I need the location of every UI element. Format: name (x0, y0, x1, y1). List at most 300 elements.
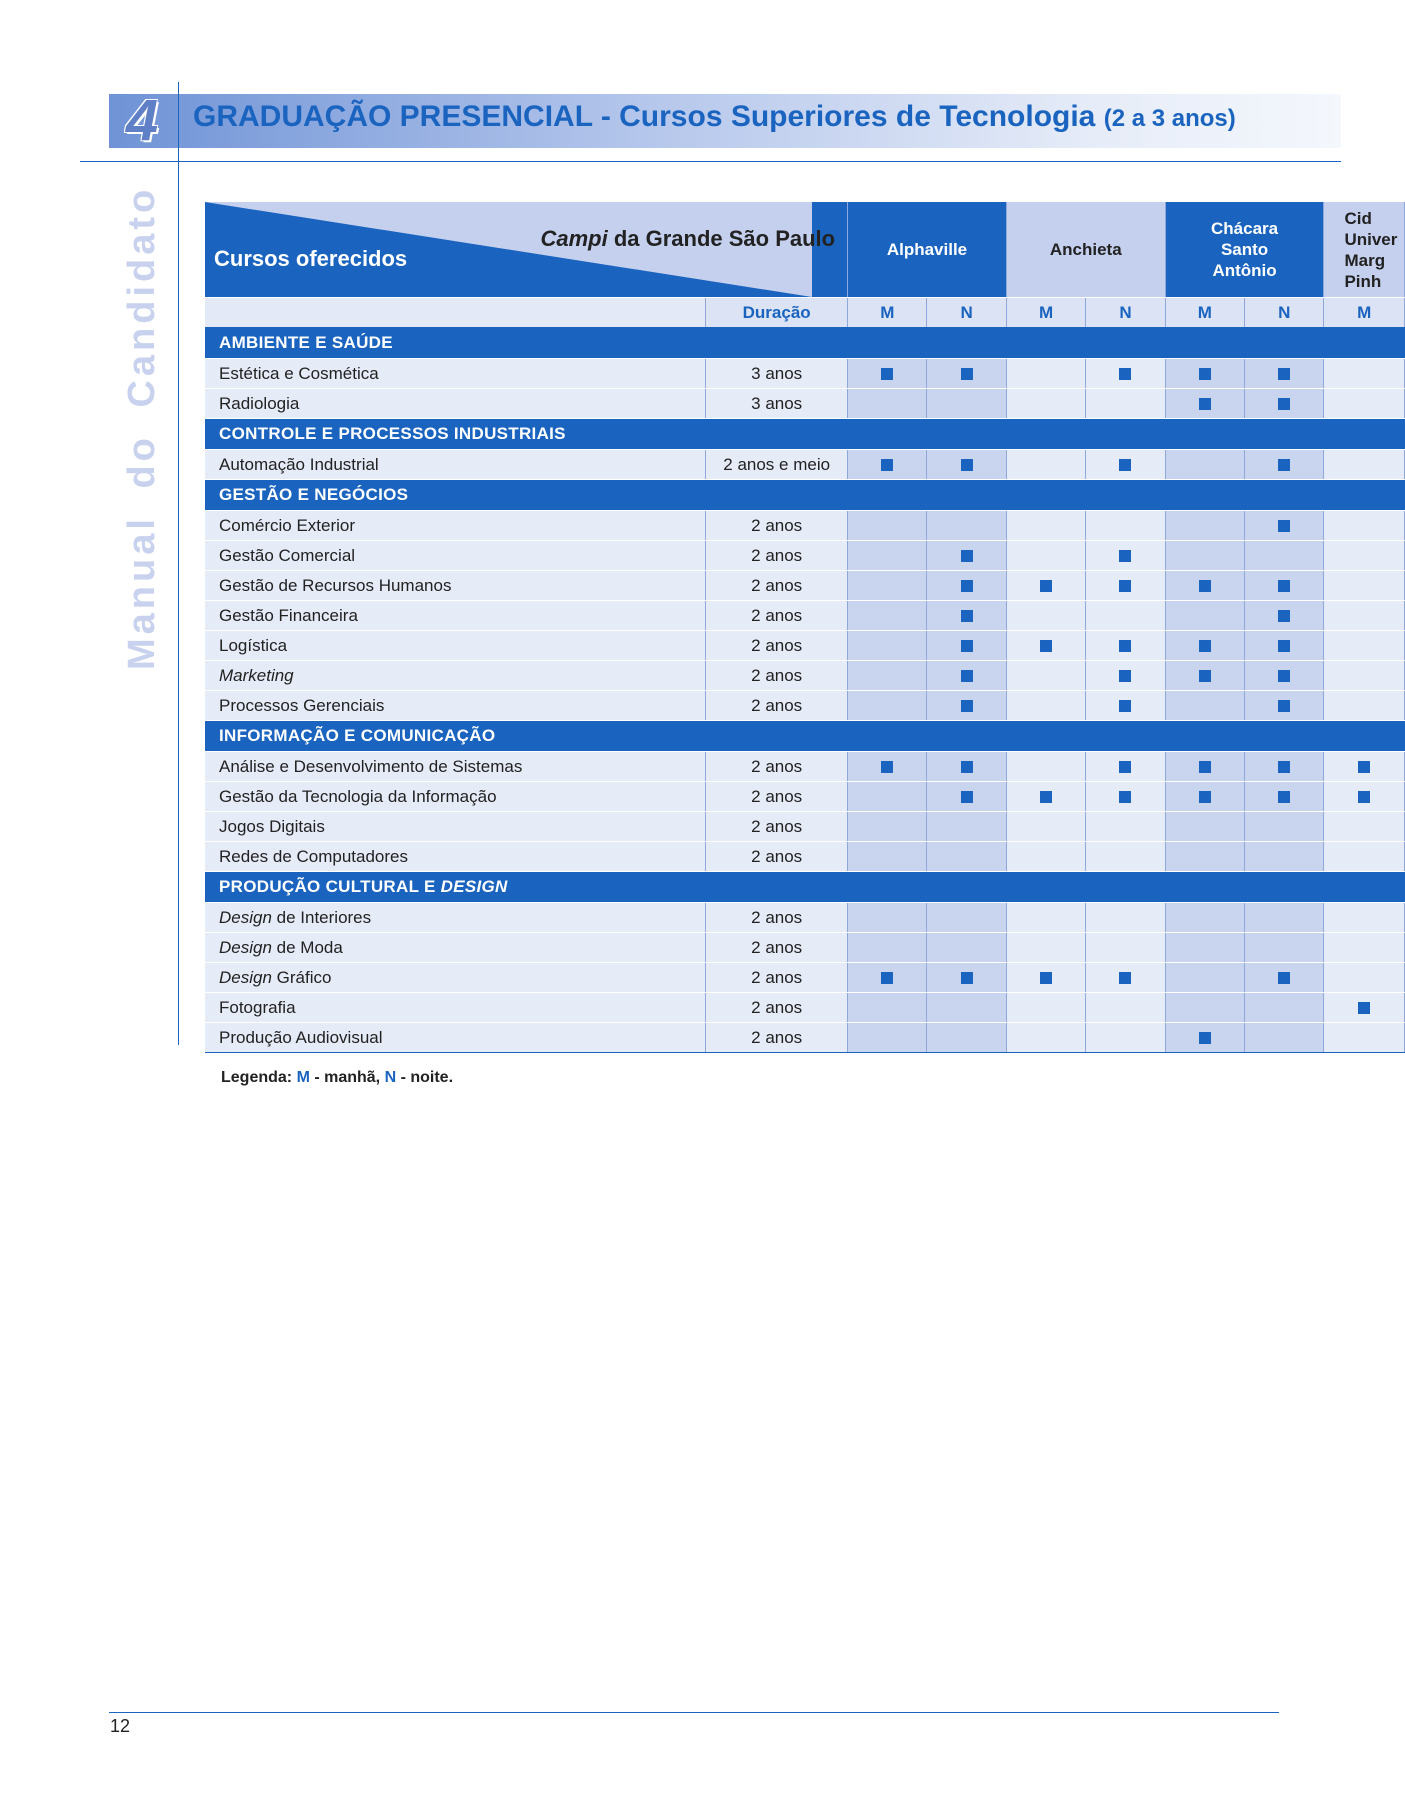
category-name: AMBIENTE E SAÚDE (219, 333, 393, 352)
table-row (205, 511, 1405, 541)
availability-cell (1086, 450, 1165, 480)
page-title-suffix: (2 a 3 anos) (1103, 105, 1236, 132)
availability-cell (1086, 993, 1165, 1023)
availability-cell (927, 661, 1006, 691)
offered-square-icon (1278, 580, 1290, 592)
campus-anchieta (1006, 202, 1165, 298)
course-name: Gestão Financeira (205, 601, 706, 631)
availability-cell (1245, 450, 1324, 480)
availability-cell (927, 963, 1006, 993)
category-row (205, 328, 1405, 359)
course-name: Análise e Desenvolvimento de Sistemas (205, 752, 706, 782)
course-duration: 2 anos (706, 812, 848, 842)
availability-cell (927, 933, 1006, 963)
availability-cell (1165, 691, 1244, 721)
course-duration: 2 anos (706, 511, 848, 541)
table-row (205, 601, 1405, 631)
offered-square-icon (1119, 670, 1131, 682)
availability-cell (1086, 631, 1165, 661)
category-name: PRODUÇÃO CULTURAL E (219, 877, 441, 896)
table-row (205, 812, 1405, 842)
course-duration: 2 anos (706, 933, 848, 963)
table-row (205, 541, 1405, 571)
availability-cell (848, 571, 927, 601)
page-title-main: GRADUAÇÃO PRESENCIAL - Cursos Superiores de Tecnologia (193, 100, 1096, 133)
availability-cell (848, 631, 927, 661)
offered-square-icon (1358, 761, 1370, 773)
table-row (205, 571, 1405, 601)
course-name: Fotografia (205, 993, 706, 1023)
category-row (205, 872, 1405, 903)
availability-cell (848, 752, 927, 782)
availability-cell (1245, 933, 1324, 963)
course-name: Gestão Comercial (205, 541, 706, 571)
availability-cell (1006, 993, 1085, 1023)
offered-square-icon (1199, 398, 1211, 410)
offered-square-icon (961, 700, 973, 712)
availability-cell (1006, 571, 1085, 601)
availability-cell (1245, 842, 1324, 872)
campus-name-line: Santo (1220, 240, 1269, 259)
availability-cell (927, 903, 1006, 933)
table-subheader-row (205, 298, 1405, 328)
course-duration: 2 anos (706, 752, 848, 782)
offered-square-icon (1119, 368, 1131, 380)
availability-cell (848, 601, 927, 631)
offered-square-icon (1119, 972, 1131, 984)
availability-cell (1086, 661, 1165, 691)
availability-cell (927, 601, 1006, 631)
legend-m-text: - manhã, (309, 1069, 385, 1086)
availability-cell (1324, 511, 1405, 541)
availability-cell (1086, 601, 1165, 631)
course-duration: 3 anos (706, 359, 848, 389)
offered-square-icon (961, 791, 973, 803)
table-row (205, 782, 1405, 812)
offered-square-icon (1199, 761, 1211, 773)
offered-square-icon (1278, 972, 1290, 984)
availability-cell (1165, 450, 1244, 480)
offered-square-icon (1199, 580, 1211, 592)
availability-cell (848, 359, 927, 389)
availability-cell (927, 842, 1006, 872)
availability-cell (1245, 903, 1324, 933)
availability-cell (1324, 691, 1405, 721)
course-name (205, 903, 706, 933)
availability-cell (1324, 541, 1405, 571)
category-row (205, 721, 1405, 752)
availability-cell (1006, 511, 1085, 541)
availability-cell (848, 1023, 927, 1053)
header-horizontal-rule (80, 161, 1341, 162)
offered-square-icon (961, 459, 973, 471)
offered-square-icon (961, 761, 973, 773)
category-row (205, 480, 1405, 511)
availability-cell (927, 993, 1006, 1023)
availability-cell (848, 691, 927, 721)
course-duration: 3 anos (706, 389, 848, 419)
table-row (205, 963, 1405, 993)
availability-cell (1165, 541, 1244, 571)
campi-label (540, 226, 835, 252)
availability-cell (1165, 359, 1244, 389)
availability-cell (848, 963, 927, 993)
table-row (205, 903, 1405, 933)
offered-square-icon (1278, 791, 1290, 803)
availability-cell (1165, 1023, 1244, 1053)
offered-square-icon (961, 670, 973, 682)
legend (221, 1069, 453, 1087)
category-label (205, 721, 1405, 752)
offered-square-icon (1040, 791, 1052, 803)
availability-cell (1006, 691, 1085, 721)
availability-cell (1245, 631, 1324, 661)
availability-cell (848, 993, 927, 1023)
availability-cell (1165, 511, 1244, 541)
availability-cell (1006, 752, 1085, 782)
table-row (205, 933, 1405, 963)
offered-square-icon (881, 972, 893, 984)
course-name: Comércio Exterior (205, 511, 706, 541)
offered-square-icon (1278, 520, 1290, 532)
availability-cell (1006, 541, 1085, 571)
side-title-text: Manual do Candidato (121, 185, 163, 670)
availability-cell (927, 359, 1006, 389)
subheader-empty-cell (205, 298, 706, 328)
offered-square-icon (881, 459, 893, 471)
availability-cell (848, 511, 927, 541)
availability-cell (1324, 571, 1405, 601)
availability-cell (1324, 993, 1405, 1023)
availability-cell (1086, 903, 1165, 933)
courses-offered-label: Cursos oferecidos (214, 246, 408, 271)
offered-square-icon (1278, 610, 1290, 622)
availability-cell (927, 571, 1006, 601)
availability-cell (1324, 450, 1405, 480)
footer-rule (109, 1712, 1279, 1713)
availability-cell (1324, 812, 1405, 842)
campus-cidade-universitaria (1324, 202, 1405, 298)
availability-cell (1086, 541, 1165, 571)
shift-header: M (1006, 298, 1085, 328)
course-name: Jogos Digitais (205, 812, 706, 842)
course-name (205, 933, 706, 963)
course-name-rest: Gráfico (271, 967, 332, 987)
offered-square-icon (1278, 640, 1290, 652)
campus-name-line: Pinh (1344, 271, 1382, 291)
availability-cell (1245, 661, 1324, 691)
offered-square-icon (961, 580, 973, 592)
course-name-italic: Design (219, 907, 272, 927)
availability-cell (1324, 601, 1405, 631)
course-duration: 2 anos (706, 903, 848, 933)
offered-square-icon (1119, 459, 1131, 471)
campus-name-line: Anchieta (1049, 240, 1122, 259)
availability-cell (927, 752, 1006, 782)
shift-header: N (1086, 298, 1165, 328)
availability-cell (927, 1023, 1006, 1053)
category-label (205, 872, 1405, 903)
course-duration: 2 anos (706, 963, 848, 993)
availability-cell (1086, 1023, 1165, 1053)
offered-square-icon (1040, 972, 1052, 984)
offered-square-icon (1358, 791, 1370, 803)
availability-cell (1165, 933, 1244, 963)
shift-header: M (1324, 298, 1405, 328)
availability-cell (848, 450, 927, 480)
table-row (205, 1023, 1405, 1053)
availability-cell (927, 511, 1006, 541)
offered-square-icon (1278, 368, 1290, 380)
availability-cell (1165, 812, 1244, 842)
availability-cell (1245, 812, 1324, 842)
availability-cell (1165, 842, 1244, 872)
course-name: Logística (205, 631, 706, 661)
availability-cell (848, 541, 927, 571)
availability-cell (927, 541, 1006, 571)
courses-table (205, 202, 1405, 1053)
availability-cell (1086, 842, 1165, 872)
availability-cell (927, 389, 1006, 419)
availability-cell (1086, 782, 1165, 812)
offered-square-icon (1278, 761, 1290, 773)
offered-square-icon (1199, 791, 1211, 803)
availability-cell (1006, 963, 1085, 993)
category-name-italic: DESIGN (440, 877, 508, 896)
availability-cell (1245, 541, 1324, 571)
category-label (205, 328, 1405, 359)
courses-table-wrapper (205, 202, 1398, 1053)
availability-cell (1086, 571, 1165, 601)
availability-cell (1086, 691, 1165, 721)
availability-cell (1324, 903, 1405, 933)
availability-cell (1245, 1023, 1324, 1053)
course-name-italic: Marketing (219, 665, 294, 685)
availability-cell (1165, 661, 1244, 691)
offered-square-icon (1278, 700, 1290, 712)
campus-name-line: Cid (1344, 208, 1372, 228)
availability-cell (927, 450, 1006, 480)
availability-cell (1165, 389, 1244, 419)
availability-cell (1086, 511, 1165, 541)
table-row (205, 661, 1405, 691)
availability-cell (927, 782, 1006, 812)
category-name: CONTROLE E PROCESSOS INDUSTRIAIS (219, 424, 566, 443)
availability-cell (927, 691, 1006, 721)
offered-square-icon (1199, 1032, 1211, 1044)
course-duration: 2 anos (706, 842, 848, 872)
course-name (205, 661, 706, 691)
offered-square-icon (1119, 700, 1131, 712)
course-name-rest: de Interiores (271, 907, 372, 927)
availability-cell (1324, 963, 1405, 993)
availability-cell (1245, 601, 1324, 631)
availability-cell (1324, 842, 1405, 872)
category-label (205, 480, 1405, 511)
availability-cell (1086, 963, 1165, 993)
availability-cell (1245, 752, 1324, 782)
availability-cell (1006, 661, 1085, 691)
availability-cell (1165, 601, 1244, 631)
page-number: 12 (110, 1716, 131, 1736)
availability-cell (1165, 782, 1244, 812)
offered-square-icon (1278, 459, 1290, 471)
course-name-italic: Design (219, 967, 272, 987)
availability-cell (1245, 782, 1324, 812)
campus-name-line: Marg (1344, 250, 1386, 270)
page-title (193, 100, 1236, 142)
availability-cell (1006, 359, 1085, 389)
table-row (205, 842, 1405, 872)
category-row (205, 419, 1405, 450)
availability-cell (1086, 752, 1165, 782)
offered-square-icon (881, 368, 893, 380)
course-name: Gestão de Recursos Humanos (205, 571, 706, 601)
offered-square-icon (961, 972, 973, 984)
course-duration: 2 anos (706, 571, 848, 601)
course-duration: 2 anos (706, 782, 848, 812)
shift-header: N (927, 298, 1006, 328)
offered-square-icon (1199, 640, 1211, 652)
offered-square-icon (1199, 368, 1211, 380)
offered-square-icon (1199, 670, 1211, 682)
offered-square-icon (1119, 791, 1131, 803)
availability-cell (848, 842, 927, 872)
course-name-italic: Design (219, 937, 272, 957)
availability-cell (1245, 359, 1324, 389)
availability-cell (1324, 389, 1405, 419)
course-name (205, 963, 706, 993)
availability-cell (1324, 933, 1405, 963)
availability-cell (1324, 782, 1405, 812)
offered-square-icon (1040, 640, 1052, 652)
course-duration: 2 anos e meio (706, 450, 848, 480)
margin-vertical-rule (178, 82, 179, 1045)
campus-name-line: Antônio (1212, 261, 1277, 280)
course-duration: 2 anos (706, 691, 848, 721)
availability-cell (848, 661, 927, 691)
campus-name-line: Chácara (1211, 219, 1279, 238)
availability-cell (1086, 389, 1165, 419)
offered-square-icon (1119, 580, 1131, 592)
offered-square-icon (961, 610, 973, 622)
course-name-rest: de Moda (271, 937, 343, 957)
availability-cell (848, 933, 927, 963)
course-name: Automação Industrial (205, 450, 706, 480)
table-corner-header (205, 202, 848, 298)
offered-square-icon (1278, 670, 1290, 682)
offered-square-icon (1119, 761, 1131, 773)
course-name: Estética e Cosmética (205, 359, 706, 389)
shift-header: M (848, 298, 927, 328)
availability-cell (1165, 993, 1244, 1023)
campus-alphaville (848, 202, 1007, 298)
availability-cell (1006, 601, 1085, 631)
availability-cell (848, 389, 927, 419)
course-duration: 2 anos (706, 1023, 848, 1053)
course-duration: 2 anos (706, 661, 848, 691)
course-name: Radiologia (205, 389, 706, 419)
campus-name-line: Univer (1344, 229, 1398, 249)
category-name: INFORMAÇÃO E COMUNICAÇÃO (219, 726, 496, 745)
availability-cell (1006, 450, 1085, 480)
table-header-row (205, 202, 1405, 298)
availability-cell (1006, 1023, 1085, 1053)
availability-cell (1006, 933, 1085, 963)
availability-cell (1324, 752, 1405, 782)
availability-cell (1165, 752, 1244, 782)
campus-name-line: Alphaville (886, 240, 968, 259)
chapter-number: 4 (125, 88, 159, 153)
category-name: GESTÃO E NEGÓCIOS (219, 485, 409, 504)
table-row (205, 450, 1405, 480)
legend-m-code: M (296, 1069, 310, 1086)
availability-cell (927, 631, 1006, 661)
legend-prefix: Legenda: (221, 1069, 297, 1086)
availability-cell (1245, 571, 1324, 601)
offered-square-icon (881, 761, 893, 773)
availability-cell (1324, 661, 1405, 691)
availability-cell (1006, 389, 1085, 419)
offered-square-icon (1119, 640, 1131, 652)
course-name: Produção Audiovisual (205, 1023, 706, 1053)
availability-cell (1165, 631, 1244, 661)
table-row (205, 993, 1405, 1023)
availability-cell (1006, 812, 1085, 842)
table-row (205, 389, 1405, 419)
legend-n-code: N (384, 1069, 397, 1086)
availability-cell (1324, 359, 1405, 389)
table-row (205, 631, 1405, 661)
course-duration: 2 anos (706, 631, 848, 661)
availability-cell (1165, 571, 1244, 601)
availability-cell (1245, 389, 1324, 419)
campus-chacara-santo-antonio (1165, 202, 1324, 298)
legend-n-text: - noite. (396, 1069, 454, 1086)
offered-square-icon (1119, 550, 1131, 562)
offered-square-icon (1040, 580, 1052, 592)
course-duration: 2 anos (706, 993, 848, 1023)
table-row (205, 359, 1405, 389)
availability-cell (927, 812, 1006, 842)
availability-cell (1245, 963, 1324, 993)
availability-cell (1245, 993, 1324, 1023)
availability-cell (1006, 782, 1085, 812)
shift-header: M (1165, 298, 1244, 328)
availability-cell (1245, 511, 1324, 541)
availability-cell (1086, 933, 1165, 963)
course-name: Redes de Computadores (205, 842, 706, 872)
availability-cell (1324, 1023, 1405, 1053)
offered-square-icon (1358, 1002, 1370, 1014)
course-duration: 2 anos (706, 541, 848, 571)
course-duration: 2 anos (706, 601, 848, 631)
availability-cell (848, 812, 927, 842)
course-name: Processos Gerenciais (205, 691, 706, 721)
table-row (205, 691, 1405, 721)
availability-cell (1165, 963, 1244, 993)
availability-cell (1245, 691, 1324, 721)
campi-label-italic: Campi (540, 226, 608, 251)
offered-square-icon (961, 640, 973, 652)
offered-square-icon (1278, 398, 1290, 410)
availability-cell (1006, 631, 1085, 661)
category-label (205, 419, 1405, 450)
availability-cell (848, 903, 927, 933)
offered-square-icon (961, 368, 973, 380)
availability-cell (1086, 812, 1165, 842)
offered-square-icon (961, 550, 973, 562)
